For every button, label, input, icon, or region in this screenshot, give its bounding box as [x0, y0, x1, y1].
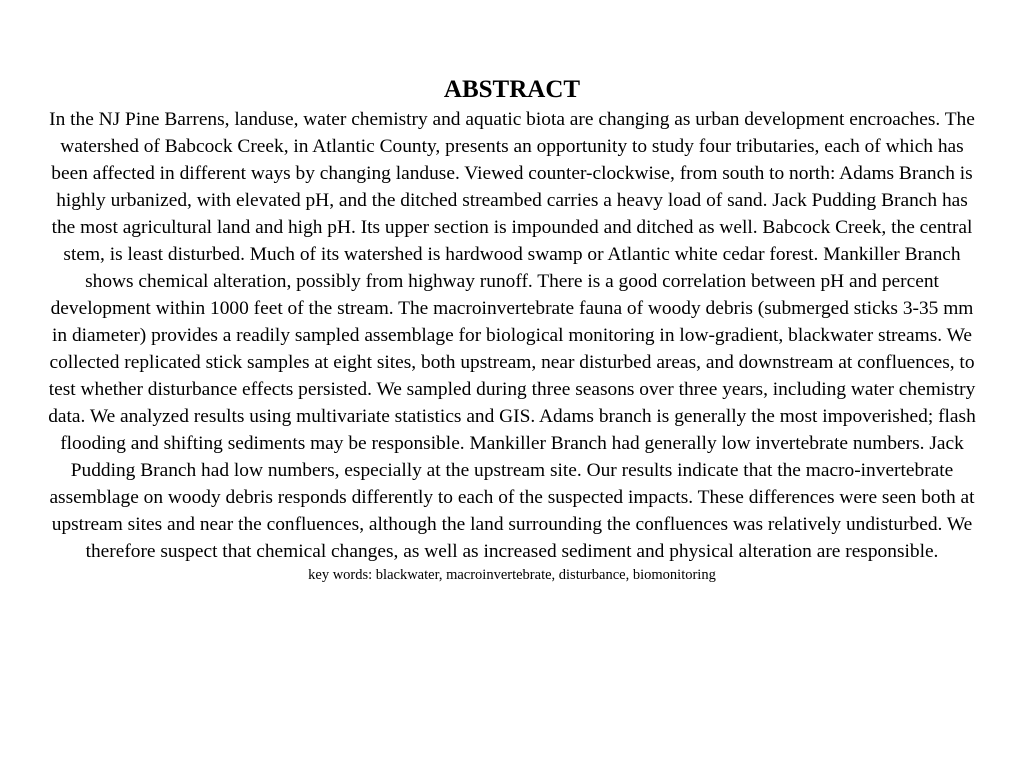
slide-content [48, 74, 976, 585]
keywords-line: key words: blackwater, macroinvertebrate, disturbance, biomonitoring [308, 567, 716, 583]
abstract-heading: ABSTRACT [443, 76, 581, 103]
abstract-body: In the NJ Pine Barrens, landuse, water chemistry and aquatic biota are changing as urban development encroaches. The watershed of Babcock Creek, in Atlantic County, presents an opportunity to study four tributaries, each of which has been affected in different ways by changing landuse. Viewed counter-clockwise, from south to north: Adams Branch is highly urbanized, with elevated pH, and the ditched streambed carries a heavy load of sand. Jack Pudding Branch has the most agricultural land and high pH. Its upper section is impounded and ditched as well. Babcock Creek, the central stem, is least disturbed. Much of its watershed is hardwood swamp or Atlantic white cedar forest. Mankiller Branch shows chemical alteration, possibly from highway runoff. There is a good correlation between pH and percent development within 1000 feet of the stream. The macroinvertebrate fauna of woody debris (submerged sticks 3-35 mm in diameter) provides a readily sampled assemblage for biological monitoring in low-gradient, blackwater streams. We collected replicated stick samples at eight sites, both upstream, near disturbed areas, and downstream at confluences, to test whether disturbance effects persisted. We sampled during three seasons over three years, including water chemistry data. We analyzed results using multivariate statistics and GIS. Adams branch is generally the most impoverished; flash flooding and shifting sediments may be responsible. Mankiller Branch had generally low invertebrate numbers. Jack Pudding Branch had low numbers, especially at the upstream site. Our results indicate that the macro-invertebrate assemblage on woody debris responds differently to each of the suspected impacts. These differences were seen both at upstream sites and near the confluences, although the land surrounding the confluences was relatively undisturbed. We therefore suspect that chemical changes, as well as increased sediment and physical alteration are responsible. [48, 109, 976, 562]
